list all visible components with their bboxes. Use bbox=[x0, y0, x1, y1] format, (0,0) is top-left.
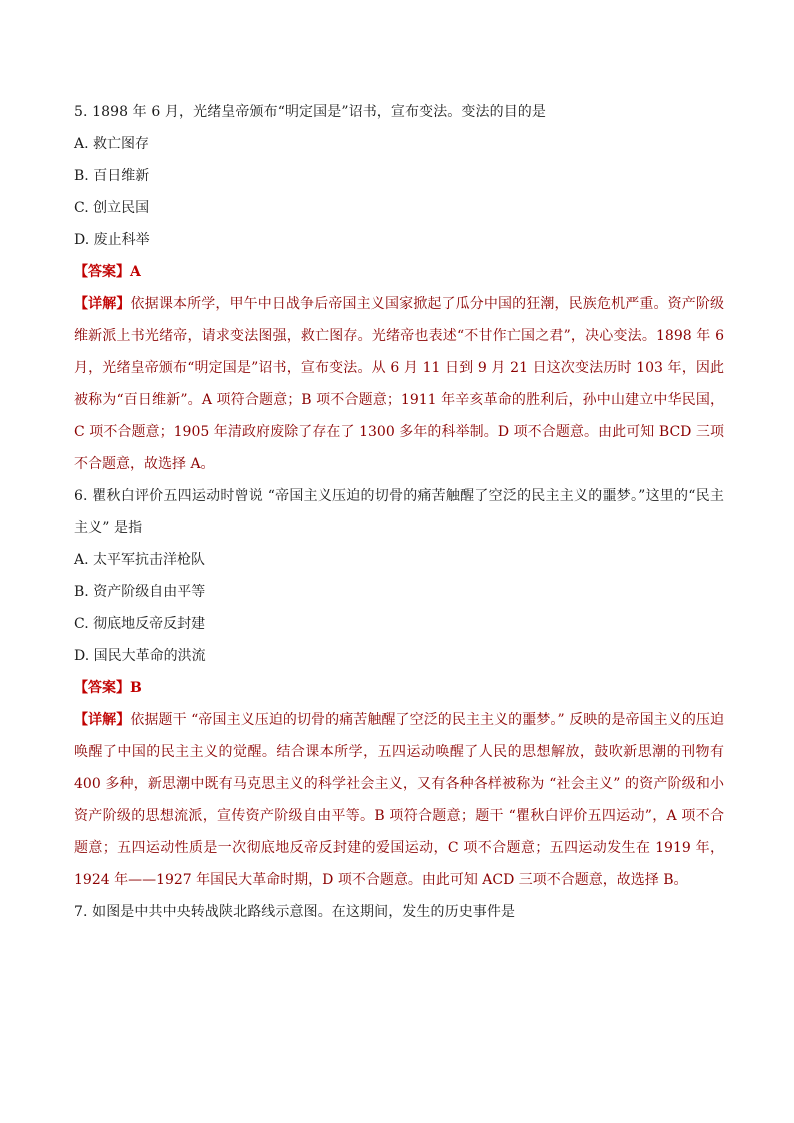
answer-value: B bbox=[130, 680, 142, 696]
question-5-option-b: B. 百日维新 bbox=[74, 168, 150, 184]
explanation-label: 【详解】 bbox=[74, 296, 131, 312]
answer-label: 【答案】 bbox=[74, 264, 130, 280]
question-7 bbox=[74, 896, 724, 928]
question-5-option-a: A. 救亡图存 bbox=[74, 136, 150, 152]
question-5 bbox=[74, 96, 724, 480]
question-5-option-d: D. 废止科举 bbox=[74, 232, 150, 248]
question-6-explanation bbox=[74, 704, 724, 896]
question-6 bbox=[74, 480, 724, 896]
document-page bbox=[74, 96, 724, 928]
question-6-option-a: A. 太平军抗击洋枪队 bbox=[74, 552, 206, 568]
answer-value: A bbox=[130, 264, 141, 280]
answer-label: 【答案】 bbox=[74, 680, 130, 696]
question-6-option-d: D. 国民大革命的洪流 bbox=[74, 648, 206, 664]
explanation-text: 依据题干 “帝国主义压迫的切骨的痛苦触醒了空泛的民主主义的噩梦。” 反映的是帝国主义的压迫唤醒了中国的民主主义的觉醒。结合课本所学，五四运动唤醒了人民的思想解放，鼓吹新思潮的刊物有 400 多种，新思潮中既有马克思主义的科学社会主义，又有各种各样被称为 “社会主义” 的资产阶级和小资产阶级的思想流派，宣传资产阶级自由平等。B 项符合题意；题干 “瞿秋白评价五四运动”，A 项不合题意；五四运动性质是一次彻底地反帝反封建的爱国运动，C 项不合题意；五四运动发生在 1919 年，1924 年——1927 年国民大革命时期，D 项不合题意。由此可知 ACD 三项不合题意，故选择 B。 bbox=[74, 712, 724, 888]
question-6-stem: 6. 瞿秋白评价五四运动时曾说 “帝国主义压迫的切骨的痛苦触醒了空泛的民主主义的噩梦。”这里的“民主主义” 是指 bbox=[74, 488, 724, 536]
question-7-stem: 7. 如图是中共中央转战陕北路线示意图。在这期间，发生的历史事件是 bbox=[74, 904, 516, 920]
question-6-option-b: B. 资产阶级自由平等 bbox=[74, 584, 206, 600]
question-6-option-c: C. 彻底地反帝反封建 bbox=[74, 616, 206, 632]
question-5-option-c: C. 创立民国 bbox=[74, 200, 150, 216]
question-5-stem: 5. 1898 年 6 月，光绪皇帝颁布“明定国是”诏书，宣布变法。变法的目的是 bbox=[74, 104, 547, 120]
question-6-answer bbox=[74, 672, 724, 704]
explanation-label: 【详解】 bbox=[74, 712, 131, 728]
question-5-explanation bbox=[74, 288, 724, 480]
question-5-answer bbox=[74, 256, 724, 288]
explanation-text: 依据课本所学，甲午中日战争后帝国主义国家掀起了瓜分中国的狂潮，民族危机严重。资产阶级维新派上书光绪帝，请求变法图强，救亡图存。光绪帝也表述“不甘作亡国之君”，决心变法。1898 年 6 月，光绪皇帝颁布“明定国是”诏书，宣布变法。从 6 月 11 日到 9 月 21 日这次变法历时 103 年，因此被称为“百日维新”。A 项符合题意；B 项不合题意；1911 年辛亥革命的胜利后，孙中山建立中华民国，C 项不合题意；1905 年清政府废除了存在了 1300 多年的科举制。D 项不合题意。由此可知 BCD 三项不合题意，故选择 A。 bbox=[74, 296, 725, 472]
